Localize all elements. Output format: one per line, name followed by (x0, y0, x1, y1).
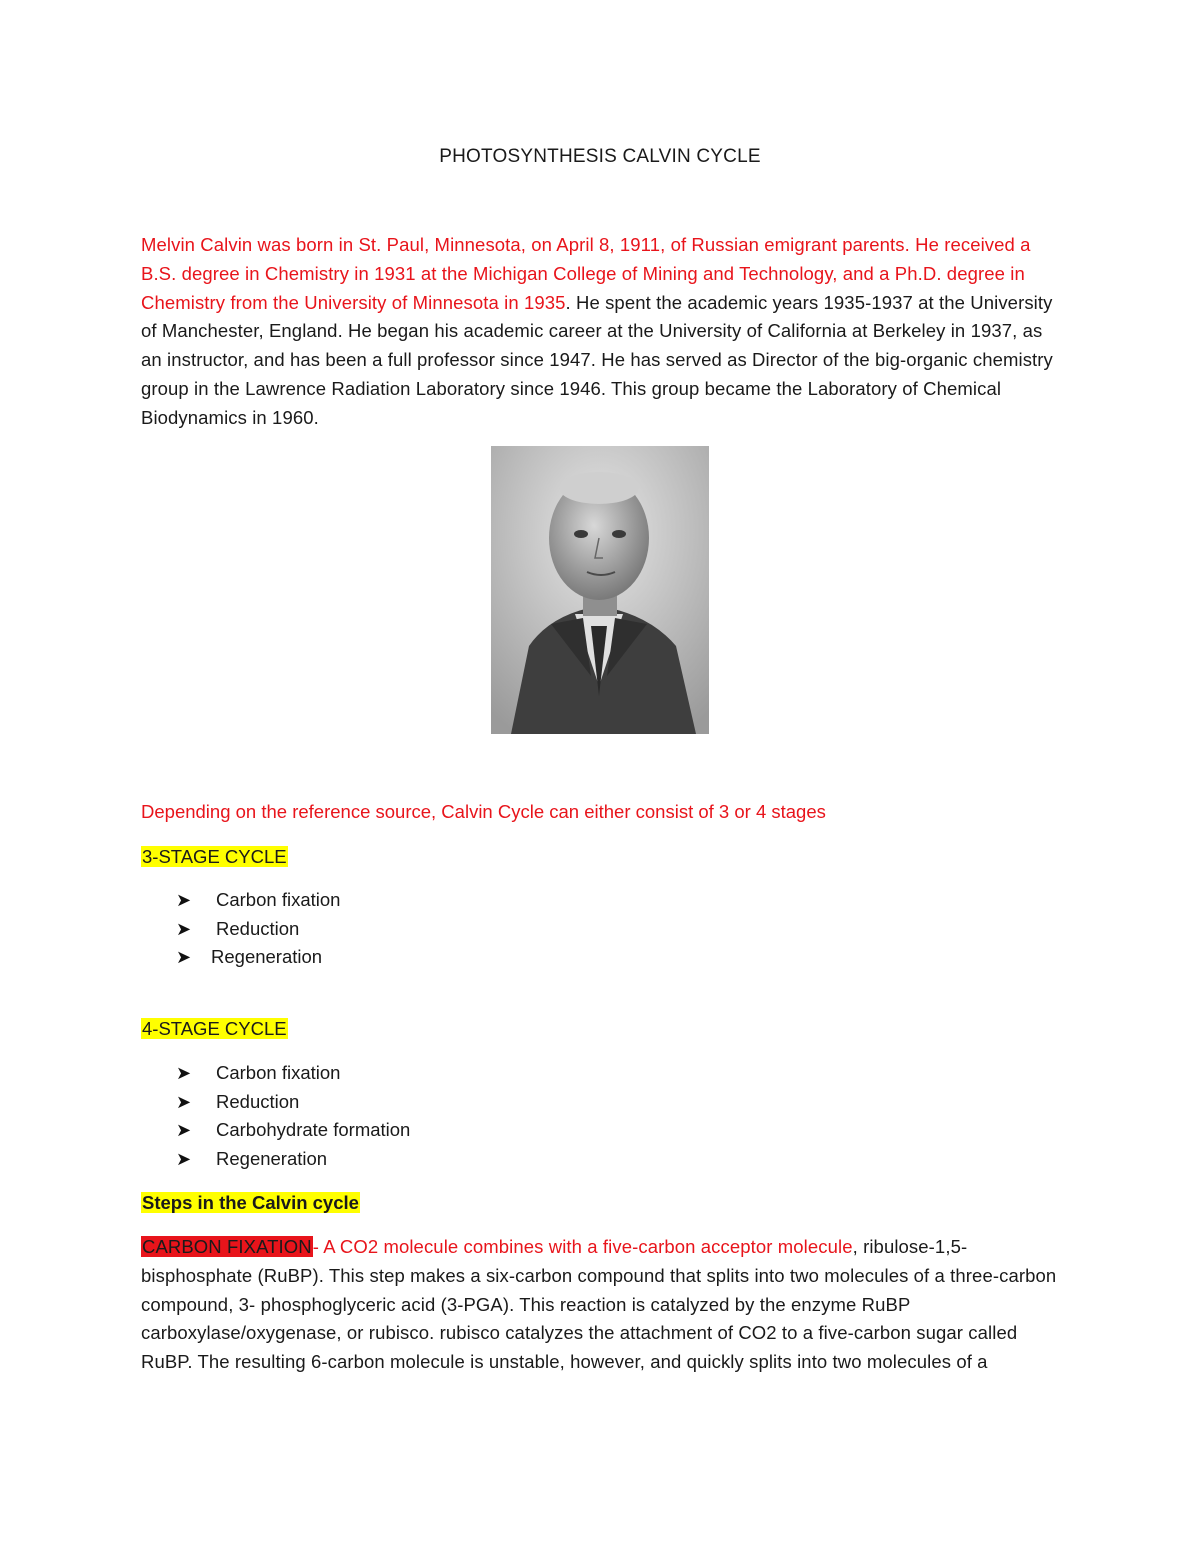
four-stage-list (176, 1059, 410, 1173)
bio-black-text: . He spent the academic years 1935-1937 at the University of Manchester, England. He began his academic career at the University of California at Berkeley in 1937, as an instructor, and has been a full professor since 1947. He has served as Director of the big-organic chemistry group in the Lawrence Radiation Laboratory since 1946. This group became the Laboratory of Chemical Biodynamics in 1960. (141, 291, 1053, 428)
list-item-label: Carbon fixation (216, 1062, 341, 1083)
arrow-bullet-icon: ➤ (176, 1148, 192, 1169)
list-item-label: Reduction (216, 1090, 300, 1112)
carbon-fixation-paragraph (141, 1233, 1061, 1377)
list-item (176, 943, 340, 972)
list-item-label: Carbohydrate formation (216, 1119, 411, 1140)
steps-heading (141, 1191, 360, 1215)
three-stage-heading (141, 845, 288, 869)
list-item-label: Regeneration (216, 1147, 328, 1169)
arrow-bullet-icon: ➤ (176, 1120, 192, 1140)
four-stage-heading (141, 1017, 288, 1041)
list-item (176, 886, 340, 915)
four-stage-heading-text: 4-STAGE CYCLE (142, 1018, 287, 1039)
carbon-fixation-black-text: , ribulose-1,5-bisphosphate (RuBP). This step makes a six-carbon compound that splits into two molecules of a three-carbon compound, 3- phosphoglyceric acid (3-PGA). This reaction is catalyzed by the enzyme RuBP carboxylase/oxygenase, or rubisco. rubisco catalyzes the attachment of CO2 to a five-carbon sugar called RuBP. The resulting 6-carbon molecule is unstable, however, and quickly splits into two molecules of a (141, 1236, 1057, 1373)
arrow-bullet-icon: ➤ (176, 890, 192, 910)
list-item-label: Carbon fixation (216, 889, 341, 910)
carbon-fixation-label: CARBON FIXATION (142, 1236, 312, 1257)
arrow-bullet-icon: ➤ (176, 947, 192, 967)
arrow-bullet-icon: ➤ (176, 1091, 192, 1112)
list-item (176, 1088, 410, 1117)
portrait-photo (491, 446, 709, 734)
document-title: PHOTOSYNTHESIS CALVIN CYCLE (439, 146, 761, 167)
three-stage-heading-text: 3-STAGE CYCLE (142, 846, 287, 867)
carbon-fixation-red-text: - A CO2 molecule combines with a five-carbon acceptor molecule (312, 1236, 853, 1257)
list-item-label: Reduction (216, 917, 300, 939)
stages-intro: Depending on the reference source, Calvin Cycle can either consist of 3 or 4 stages (141, 801, 826, 822)
steps-heading-text: Steps in the Calvin cycle (142, 1192, 359, 1213)
bio-paragraph (141, 231, 1061, 433)
bio-red-text: Melvin Calvin was born in St. Paul, Minnesota, on April 8, 1911, of Russian emigrant parents. He received a B.S. degree in Chemistry in 1931 at the Michigan College of Mining and Technology, and a Ph.D. degree in Chemistry from the University of Minnesota in 1935 (141, 234, 1031, 313)
three-stage-list (176, 886, 340, 972)
list-item (176, 915, 340, 944)
list-item-label: Regeneration (211, 946, 323, 967)
list-item (176, 1145, 410, 1174)
list-item (176, 1116, 410, 1145)
arrow-bullet-icon: ➤ (176, 918, 192, 939)
list-item (176, 1059, 410, 1088)
arrow-bullet-icon: ➤ (176, 1063, 192, 1083)
